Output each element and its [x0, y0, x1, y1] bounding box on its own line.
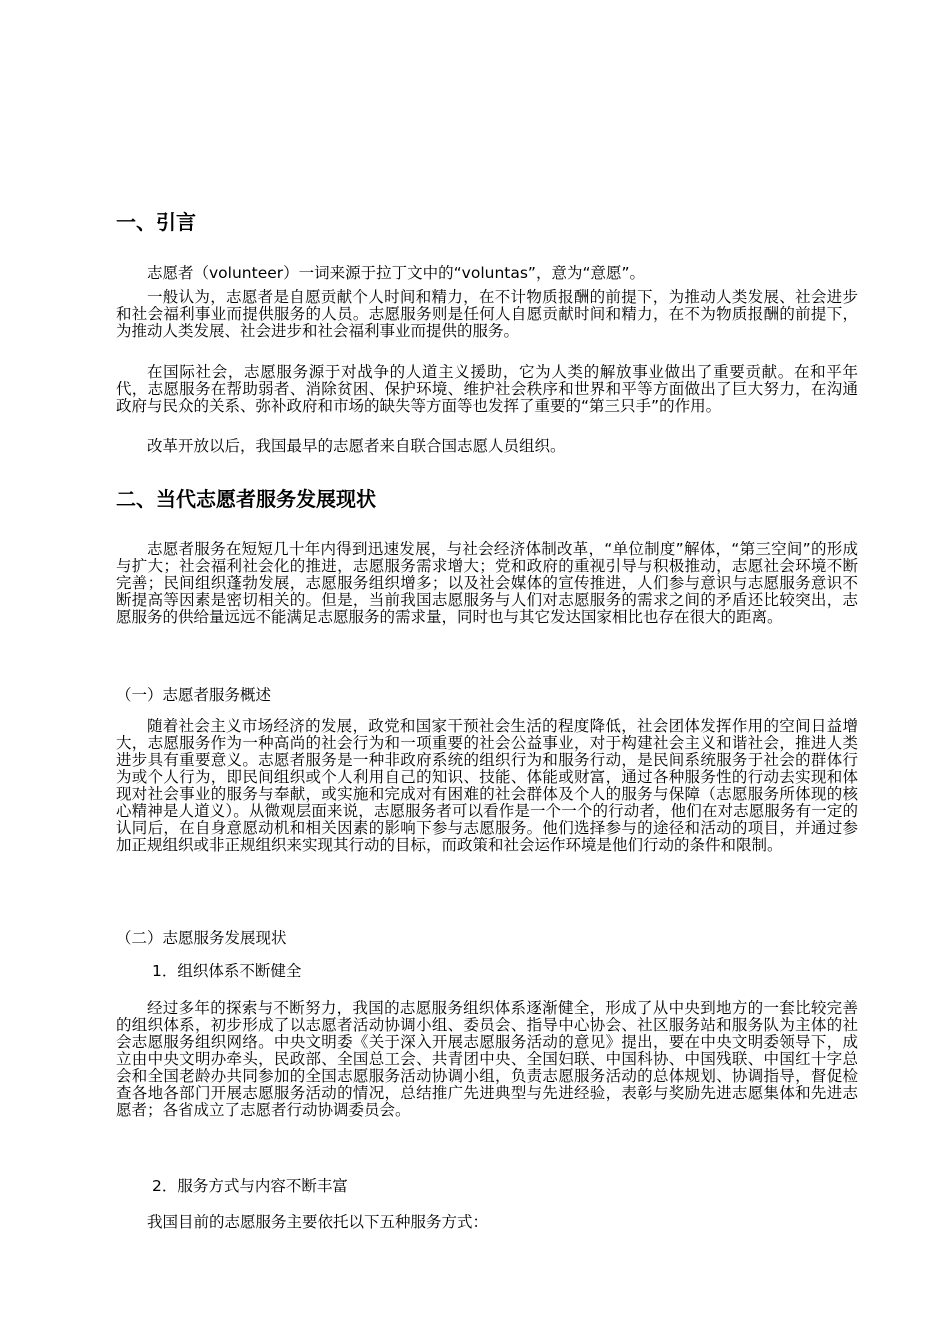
numbered-item-2-title: 2．服务方式与内容不断丰富	[152, 1177, 348, 1195]
subsection-title-current-status: （二）志愿服务发展现状	[116, 929, 287, 947]
organization-paragraph: 经过多年的探索与不断努力，我国的志愿服务组织体系逐渐健全，形成了从中央到地方的一套比较完善的组织体系，初步形成了以志愿者活动协调小组、委员会、指导中心协会、社区服务站和服务队为主体的社会志愿服务组织网络。中央文明委《关于深入开展志愿服务活动的意见》提出，要在中央文明委领导下，成立由中央文明办牵头，民政部、全国总工会、共青团中央、全国妇联、中国科协、中国残联、中国红十字总会和全国老龄办共同参加的全国志愿服务活动协调小组，负责志愿服务活动的总体规划、协调指导，督促检查各地各部门开展志愿服务活动的情况，总结推广先进典型与先进经验，表彰与奖励先进志愿集体和先进志愿者；各省成立了志愿者行动协调委员会。	[116, 999, 858, 1119]
subsection-title-overview: （一）志愿者服务概述	[116, 686, 272, 704]
section-heading-status: 二、当代志愿者服务发展现状	[116, 487, 376, 511]
section-heading-introduction: 一、引言	[116, 210, 196, 234]
numbered-item-1-title: 1．组织体系不断健全	[152, 962, 302, 980]
overview-paragraph: 随着社会主义市场经济的发展，政党和国家干预社会生活的程度降低，社会团体发挥作用的空间日益增大，志愿服务作为一种高尚的社会行为和一项重要的社会公益事业，对于构建社会主义和谐社会，推进人类进步具有重要意义。志愿者服务是一种非政府系统的组织行为和服务行动，是民间系统服务于社会的群体行为或个人行为，即民间组织或个人利用自己的知识、技能、体能或财富，通过各种服务性的行动去实现和体现对社会事业的服务与奉献，或实施和完成对有困难的社会群体及个人的服务与保障（志愿服务所体现的核心精神是人道义）。从微观层面来说，志愿服务者可以看作是一个一个的行动者，他们在对志愿服务有一定的认同后，在自身意愿动机和相关因素的影响下参与志愿服务。他们选择参与的途径和活动的项目，并通过参加正规组织或非正规组织来实现其行动的目标，而政策和社会运作环境是他们行动的条件和限制。	[116, 717, 858, 854]
status-intro-paragraph: 志愿者服务在短短几十年内得到迅速发展，与社会经济体制改革，“单位制度”解体，“第三空间”的形成与扩大；社会福利社会化的推进，志愿服务需求增大；党和政府的重视引导与积极推动，志愿社会环境不断完善；民间组织蓬勃发展，志愿服务组织增多；以及社会媒体的宣传推进，人们参与意识与志愿服务意识不断提高等因素是密切相关的。但是，当前我国志愿服务与人们对志愿服务的需求之间的矛盾还比较突出，志愿服务的供给量远远不能满足志愿服务的需求量，同时也与其它发达国家相比也存在很大的距离。	[116, 540, 858, 626]
service-modes-paragraph: 我国目前的志愿服务主要依托以下五种服务方式：	[147, 1213, 489, 1231]
intro-paragraph-4: 改革开放以后，我国最早的志愿者来自联合国志愿人员组织。	[147, 437, 566, 455]
intro-paragraph-2: 一般认为，志愿者是自愿贡献个人时间和精力，在不计物质报酬的前提下，为推动人类发展、社会进步和社会福利事业而提供服务的人员。志愿服务则是任何人自愿贡献时间和精力，在不为物质报酬的前提下，为推动人类发展、社会进步和社会福利事业而提供的服务。	[116, 288, 858, 340]
intro-paragraph-1: 志愿者（volunteer）一词来源于拉丁文中的“voluntas”，意为“意愿”。	[147, 264, 646, 282]
intro-paragraph-3: 在国际社会，志愿服务源于对战争的人道主义援助，它为人类的解放事业做出了重要贡献。在和平年代，志愿服务在帮助弱者、消除贫困、保护环境、维护社会秩序和世界和平等方面做出了巨大努力，在沟通政府与民众的关系、弥补政府和市场的缺失等方面等也发挥了重要的“第三只手”的作用。	[116, 363, 858, 415]
